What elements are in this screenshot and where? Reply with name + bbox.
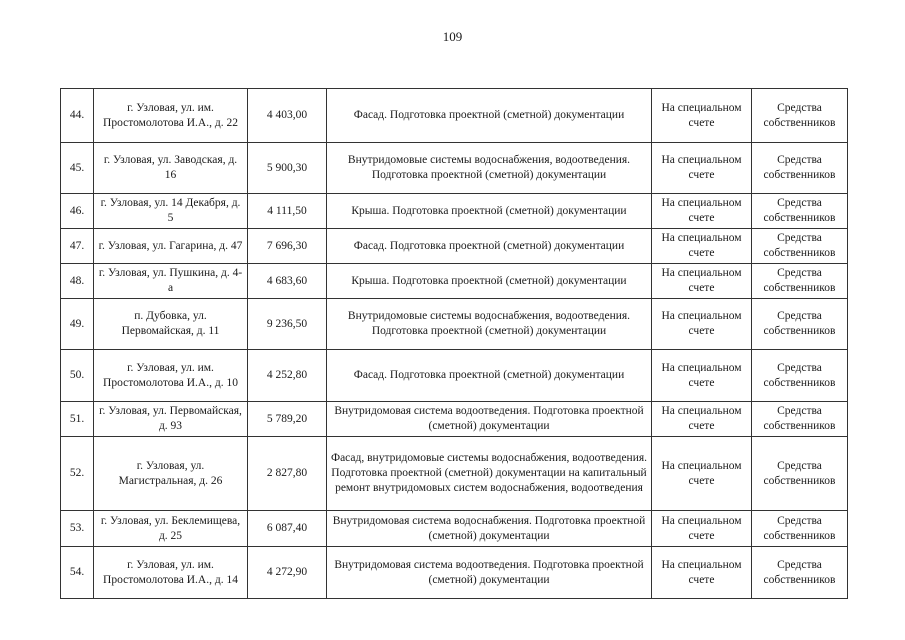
account-cell: На специальном счете bbox=[652, 229, 752, 264]
cost-cell: 5 789,20 bbox=[248, 402, 327, 437]
row-number: 45. bbox=[61, 143, 94, 194]
row-number: 44. bbox=[61, 89, 94, 143]
row-number: 49. bbox=[61, 299, 94, 350]
funding-source-cell: Средства собственников bbox=[752, 437, 848, 511]
row-number: 52. bbox=[61, 437, 94, 511]
account-cell: На специальном счете bbox=[652, 350, 752, 402]
address-cell: г. Узловая, ул. 14 Декабря, д. 5 bbox=[94, 194, 248, 229]
funding-source-cell: Средства собственников bbox=[752, 350, 848, 402]
address-cell: г. Узловая, ул. им. Простомолотова И.А., д. 10 bbox=[94, 350, 248, 402]
table-row bbox=[61, 89, 848, 143]
address-cell: г. Узловая, ул. Заводская, д. 16 bbox=[94, 143, 248, 194]
funding-source-cell: Средства собственников bbox=[752, 402, 848, 437]
account-cell: На специальном счете bbox=[652, 511, 752, 547]
funding-source-cell: Средства собственников bbox=[752, 143, 848, 194]
account-cell: На специальном счете bbox=[652, 402, 752, 437]
account-cell: На специальном счете bbox=[652, 143, 752, 194]
funding-source-cell: Средства собственников bbox=[752, 511, 848, 547]
table-body bbox=[61, 89, 848, 599]
page-number: 109 bbox=[442, 29, 463, 44]
cost-cell: 6 087,40 bbox=[248, 511, 327, 547]
work-type-cell: Крыша. Подготовка проектной (сметной) документации bbox=[327, 264, 652, 299]
work-type-cell: Внутридомовые системы водоснабжения, водоотведения. Подготовка проектной (сметной) документации bbox=[327, 143, 652, 194]
table-row bbox=[61, 511, 848, 547]
cost-cell: 9 236,50 bbox=[248, 299, 327, 350]
funding-source-cell: Средства собственников bbox=[752, 264, 848, 299]
work-type-cell: Внутридомовая система водоотведения. Подготовка проектной (сметной) документации bbox=[327, 547, 652, 599]
funding-source-cell: Средства собственников bbox=[752, 547, 848, 599]
account-cell: На специальном счете bbox=[652, 547, 752, 599]
work-type-cell: Фасад, внутридомовые системы водоснабжения, водоотведения. Подготовка проектной (сметной) документации на капитальный ремонт внутридомовых систем водоснабжения, водоотведения bbox=[327, 437, 652, 511]
funding-source-cell: Средства собственников bbox=[752, 299, 848, 350]
cost-cell: 4 272,90 bbox=[248, 547, 327, 599]
address-cell: г. Узловая, ул. Магистральная, д. 26 bbox=[94, 437, 248, 511]
cost-cell: 4 111,50 bbox=[248, 194, 327, 229]
address-cell: г. Узловая, ул. им. Простомолотова И.А., д. 14 bbox=[94, 547, 248, 599]
row-number: 54. bbox=[61, 547, 94, 599]
table-row bbox=[61, 437, 848, 511]
cost-cell: 5 900,30 bbox=[248, 143, 327, 194]
cost-cell: 4 252,80 bbox=[248, 350, 327, 402]
work-type-cell: Фасад. Подготовка проектной (сметной) документации bbox=[327, 350, 652, 402]
repair-registry-table bbox=[60, 88, 848, 599]
funding-source-cell: Средства собственников bbox=[752, 194, 848, 229]
account-cell: На специальном счете bbox=[652, 264, 752, 299]
work-type-cell: Внутридомовая система водоотведения. Подготовка проектной (сметной) документации bbox=[327, 402, 652, 437]
work-type-cell: Фасад. Подготовка проектной (сметной) документации bbox=[327, 229, 652, 264]
cost-cell: 4 683,60 bbox=[248, 264, 327, 299]
cost-cell: 4 403,00 bbox=[248, 89, 327, 143]
address-cell: г. Узловая, ул. им. Простомолотова И.А., д. 22 bbox=[94, 89, 248, 143]
work-type-cell: Крыша. Подготовка проектной (сметной) документации bbox=[327, 194, 652, 229]
table-row bbox=[61, 194, 848, 229]
table-row bbox=[61, 264, 848, 299]
funding-source-cell: Средства собственников bbox=[752, 229, 848, 264]
work-type-cell: Фасад. Подготовка проектной (сметной) документации bbox=[327, 89, 652, 143]
funding-source-cell: Средства собственников bbox=[752, 89, 848, 143]
row-number: 53. bbox=[61, 511, 94, 547]
address-cell: п. Дубовка, ул. Первомайская, д. 11 bbox=[94, 299, 248, 350]
row-number: 47. bbox=[61, 229, 94, 264]
address-cell: г. Узловая, ул. Пушкина, д. 4-а bbox=[94, 264, 248, 299]
table-row bbox=[61, 229, 848, 264]
table-row bbox=[61, 350, 848, 402]
address-cell: г. Узловая, ул. Первомайская, д. 93 bbox=[94, 402, 248, 437]
address-cell: г. Узловая, ул. Гагарина, д. 47 bbox=[94, 229, 248, 264]
row-number: 46. bbox=[61, 194, 94, 229]
table-row bbox=[61, 143, 848, 194]
cost-cell: 7 696,30 bbox=[248, 229, 327, 264]
work-type-cell: Внутридомовые системы водоснабжения, водоотведения. Подготовка проектной (сметной) документации bbox=[327, 299, 652, 350]
cost-cell: 2 827,80 bbox=[248, 437, 327, 511]
row-number: 50. bbox=[61, 350, 94, 402]
work-type-cell: Внутридомовая система водоснабжения. Подготовка проектной (сметной) документации bbox=[327, 511, 652, 547]
account-cell: На специальном счете bbox=[652, 437, 752, 511]
table-row bbox=[61, 402, 848, 437]
table-row bbox=[61, 299, 848, 350]
address-cell: г. Узловая, ул. Беклемищева, д. 25 bbox=[94, 511, 248, 547]
row-number: 48. bbox=[61, 264, 94, 299]
account-cell: На специальном счете bbox=[652, 194, 752, 229]
table-row bbox=[61, 547, 848, 599]
row-number: 51. bbox=[61, 402, 94, 437]
account-cell: На специальном счете bbox=[652, 299, 752, 350]
account-cell: На специальном счете bbox=[652, 89, 752, 143]
